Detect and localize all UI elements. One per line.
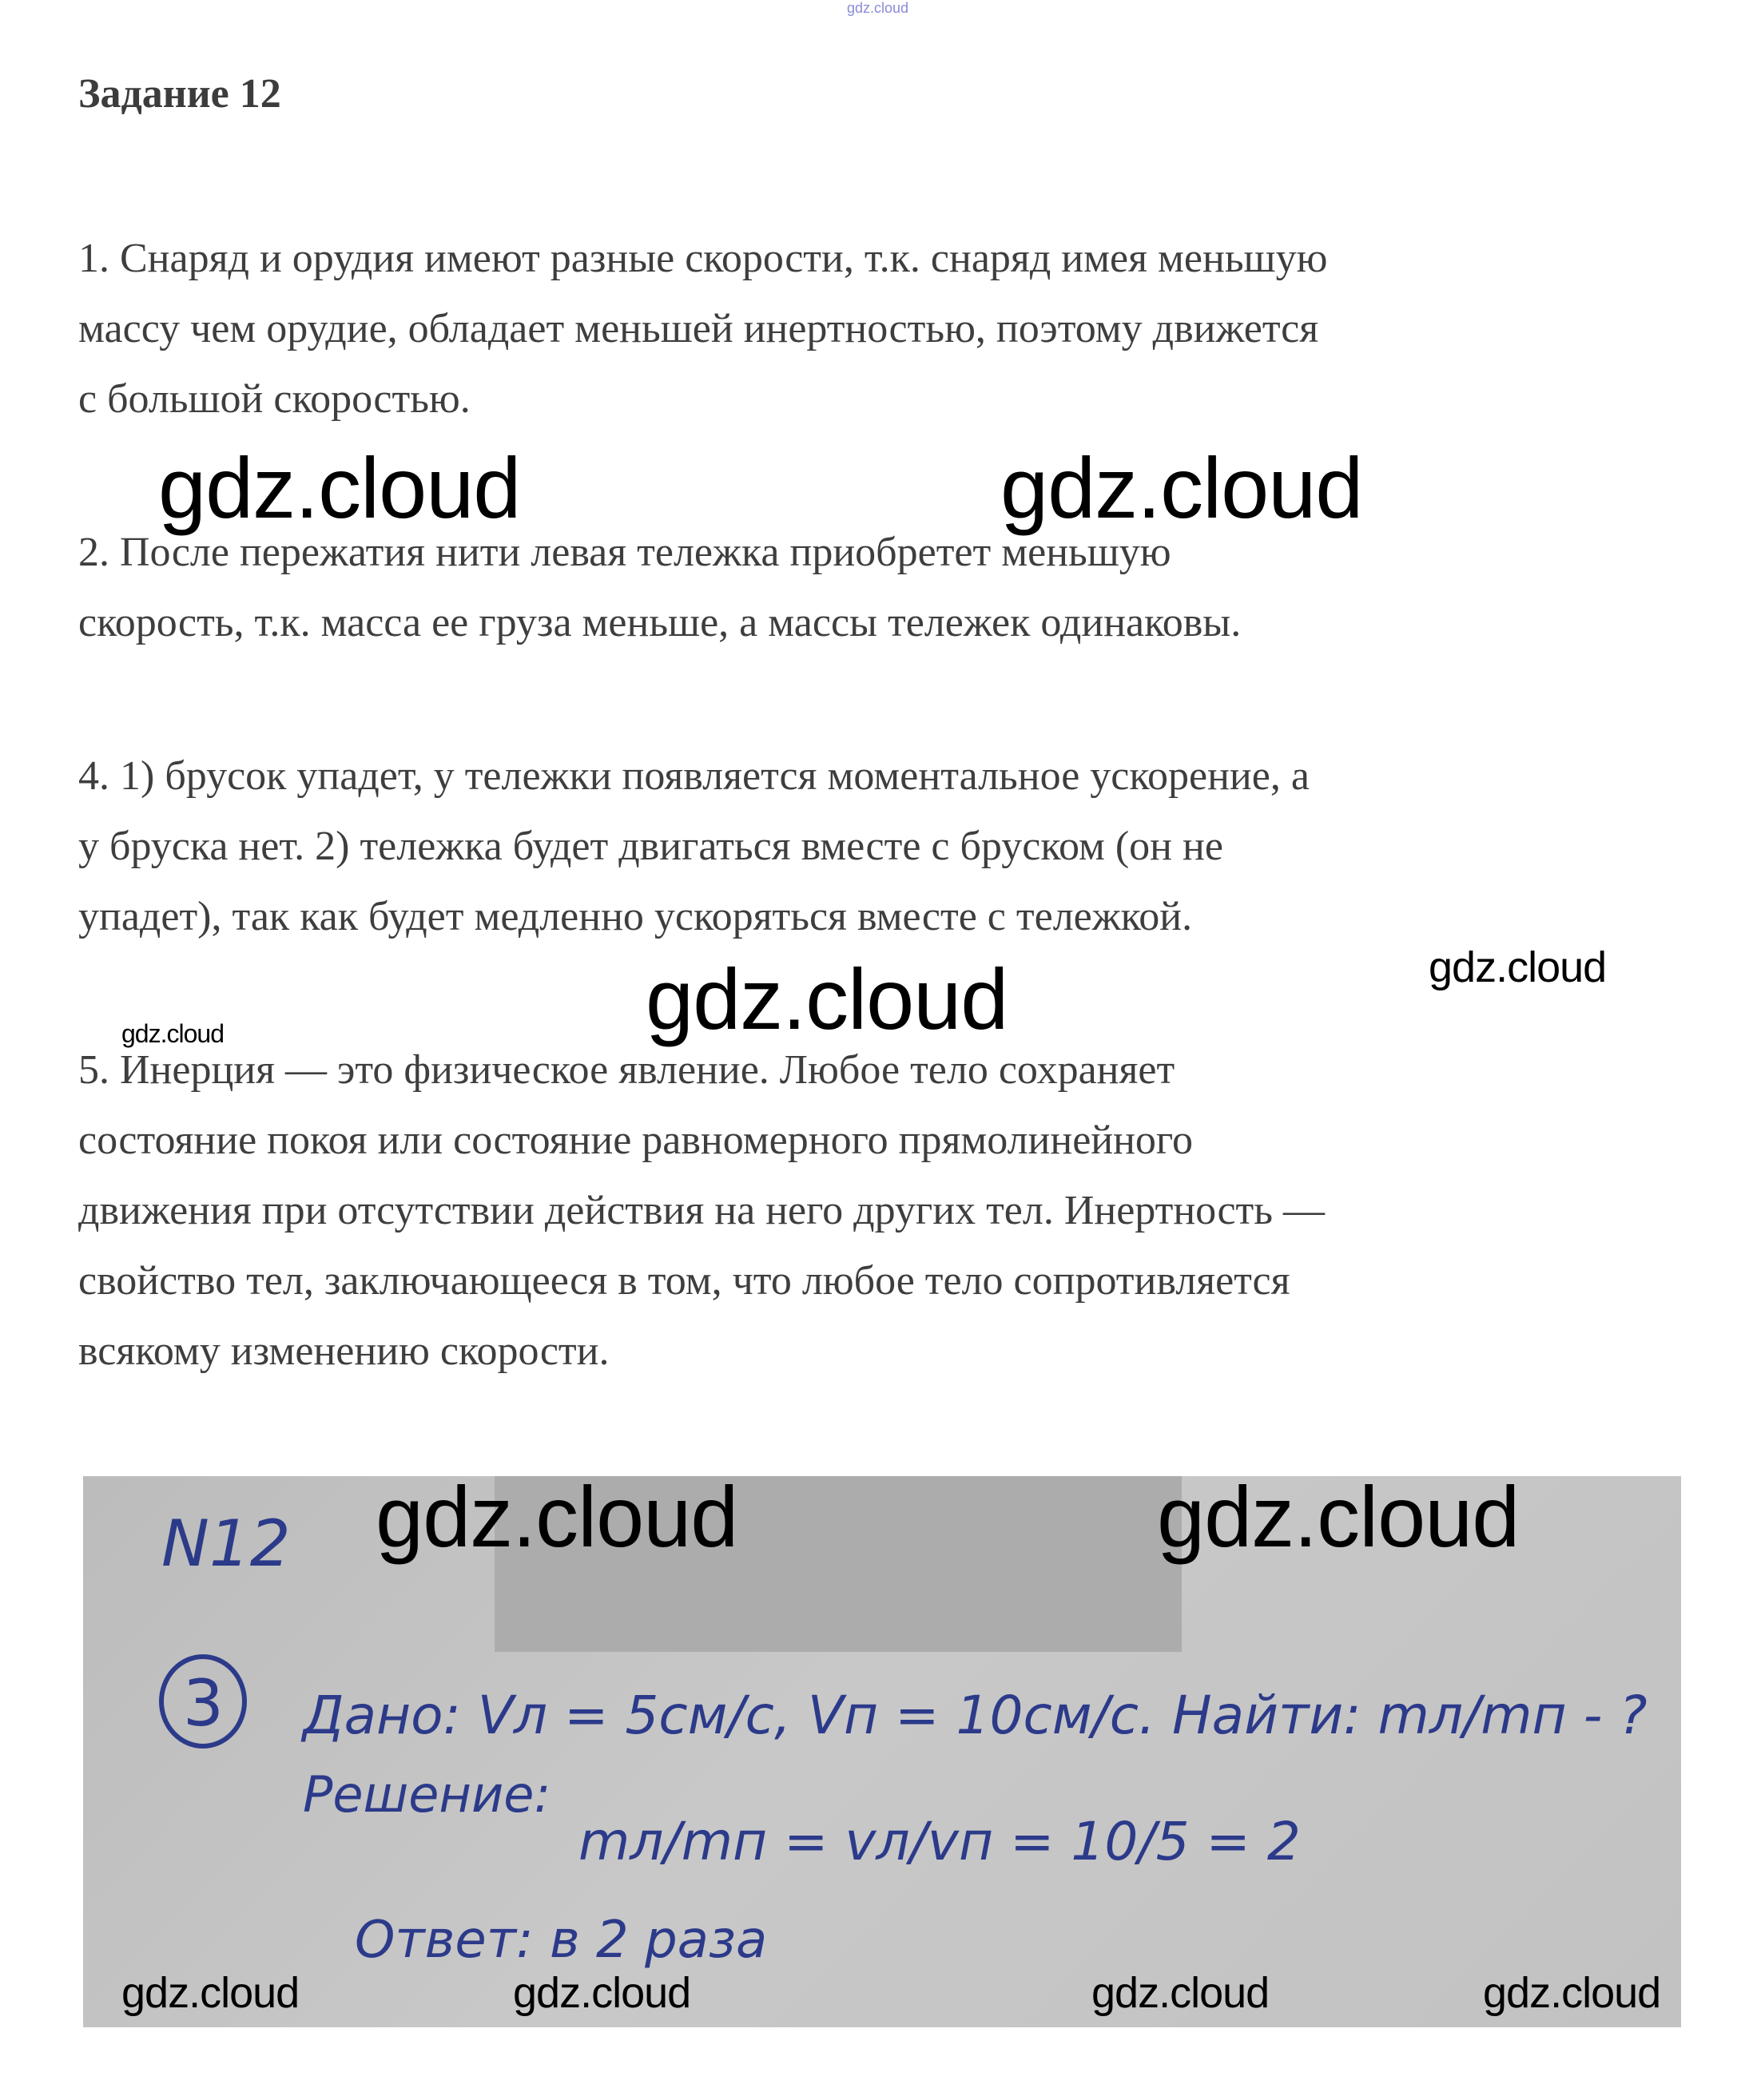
answer-paragraph-1: 1. Снаряд и орудия имеют разные скорости, т.к. снаряд имея меньшую массу чем орудие, обладает меньшей инертностью, поэтому движется с большой скоростью. [78, 236, 1328, 422]
page-title: Задание 12 [78, 71, 281, 117]
handwritten-number: N12 [161, 1507, 291, 1581]
handwritten-solution-photo [83, 1476, 1681, 2027]
handwritten-answer: Ответ: в 2 раза [355, 1911, 768, 1970]
answer-paragraph-5: 5. Инерция — это физическое явление. Любое тело сохраняет состояние покоя или состояние равномерного прямолинейного движения при отсутствии действия на него других тел. Инертность — свойство тел, заключающееся в том, что любое тело сопротивляется всякому изменению скорости. [78, 1047, 1325, 1374]
watermark: gdz.cloud [646, 951, 1008, 1047]
watermark: gdz.cloud [1157, 1476, 1520, 1565]
watermark: gdz.cloud [1483, 1969, 1661, 2017]
answer-paragraph-4: 4. 1) брусок упадет, у тележки появляется моментальное ускорение, а у бруска нет. 2) тележка будет двигаться вместе с бруском (он не упадет), так как будет медленно ускоряться вместе с тележкой. [78, 753, 1310, 939]
watermark: gdz.cloud [158, 439, 521, 536]
handwritten-solution-label: Решение: [303, 1765, 551, 1824]
handwritten-solution-math: mл/mп = vл/vп = 10/5 = 2 [578, 1811, 1301, 1872]
top-watermark: gdz.cloud [847, 0, 909, 16]
watermark: gdz.cloud [376, 1476, 738, 1565]
watermark: gdz.cloud [121, 1969, 300, 2017]
watermark: gdz.cloud [513, 1969, 691, 2017]
handwritten-circled-number: 3 [183, 1666, 224, 1741]
answer-paragraph-2: 2. После пережатия нити левая тележка приобретет меньшую скорость, т.к. масса ее груза меньше, а массы тележек одинаковы. [78, 530, 1242, 645]
watermark: gdz.cloud [1429, 943, 1607, 991]
handwritten-given: Дано: Vл = 5см/с, Vп = 10см/с. Найти: mл/mп - ? [303, 1685, 1648, 1746]
watermark: gdz.cloud [1091, 1969, 1270, 2017]
watermark: gdz.cloud [121, 1019, 224, 1048]
watermark: gdz.cloud [1000, 439, 1363, 536]
